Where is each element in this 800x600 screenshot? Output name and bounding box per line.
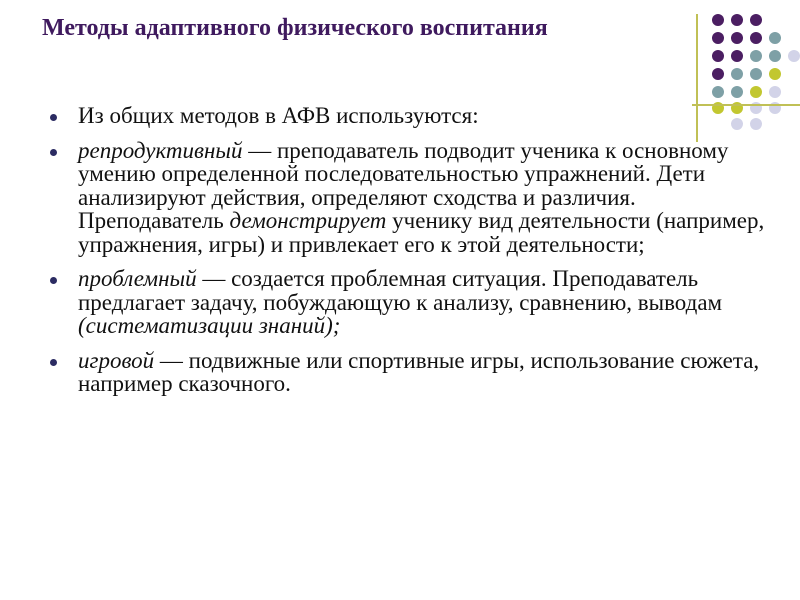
decor-dot (712, 32, 724, 44)
decor-dot (712, 14, 724, 26)
decor-dot (712, 86, 724, 98)
method-term: проблемный (78, 266, 197, 291)
bullet-list (50, 104, 765, 407)
decor-dot (712, 68, 724, 80)
bullet-dot-icon (50, 359, 57, 366)
decor-dot (750, 14, 762, 26)
decor-dot (750, 50, 762, 62)
decor-dot (731, 14, 743, 26)
list-item (50, 349, 765, 396)
emphasis-text: (систематизации знаний); (78, 313, 341, 338)
decor-dot (731, 32, 743, 44)
bullet-dot-icon (50, 149, 57, 156)
decor-dot (788, 50, 800, 62)
list-item (50, 267, 765, 338)
list-item (50, 104, 765, 128)
decor-dot (750, 32, 762, 44)
decor-dot (731, 50, 743, 62)
method-description-cont: ученику вид деятельности (например, упражнения, игры) и привлекает его к этой деятельности; (78, 208, 765, 257)
decor-dot (731, 68, 743, 80)
decor-dot (712, 50, 724, 62)
list-item (50, 139, 765, 257)
method-description: — преподаватель подводит ученика к основному умению определенной последовательностью упражнений. Дети анализируют действия, определяют сходства и различия. Преподаватель (78, 137, 729, 233)
bullet-dot-icon (50, 277, 57, 284)
decor-dot (769, 32, 781, 44)
decor-dot (769, 68, 781, 80)
emphasis-text: демонстрирует (229, 208, 387, 233)
method-description: — подвижные или спортивные игры, использование сюжета, например сказочного. (78, 347, 760, 396)
method-description: — создается проблемная ситуация. Преподаватель предлагает задачу, побуждающую к анализу, сравнению, выводам (78, 266, 723, 315)
decor-dot (769, 86, 781, 98)
list-item-text: Из общих методов в АФВ используются: (78, 103, 479, 128)
decor-dot (769, 50, 781, 62)
bullet-dot-icon (50, 114, 57, 121)
method-term: игровой (78, 347, 155, 373)
decor-dot (731, 86, 743, 98)
decor-dot (750, 68, 762, 80)
decor-dot (750, 86, 762, 98)
slide-title: Методы адаптивного физического воспитания (42, 15, 548, 41)
method-term: репродуктивный (78, 137, 243, 163)
